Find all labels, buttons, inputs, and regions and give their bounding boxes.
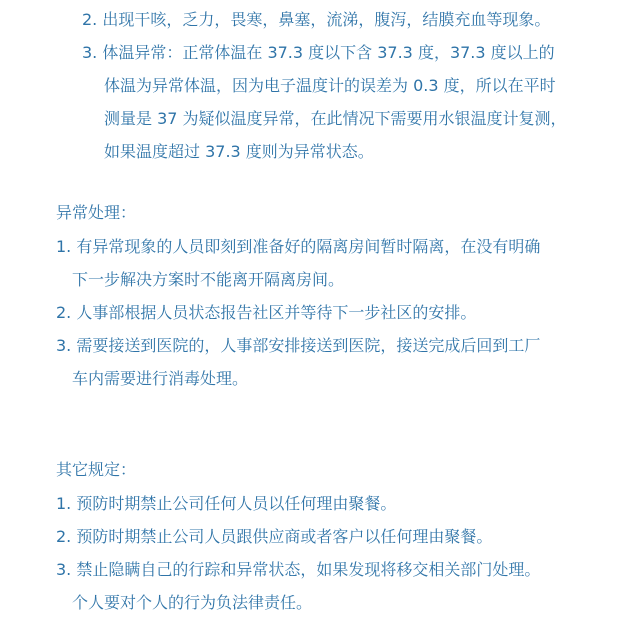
handling-item-1-line-1: 1. 有异常现象的人员即刻到准备好的隔离房间暂时隔离，在没有明确 [56, 237, 541, 256]
symptom-item-2: 2. 出现干咳，乏力，畏寒，鼻塞，流涕，腹泻，结膜充血等现象。 [82, 10, 551, 29]
handling-heading: 异常处理： [56, 203, 137, 222]
symptom-item-3-line-3: 测量是 37 为疑似温度异常，在此情况下需要用水银温度计复测， [104, 109, 567, 128]
other-rules-heading: 其它规定： [56, 460, 137, 479]
symptom-item-3-line-2: 体温为异常体温，因为电子温度计的误差为 0.3 度，所以在平时 [104, 76, 556, 95]
other-rule-3-line-1: 3. 禁止隐瞒自己的行踪和异常状态，如果发现将移交相关部门处理。 [56, 560, 541, 579]
handling-item-3-line-2: 车内需要进行消毒处理。 [72, 369, 249, 388]
other-rule-3-line-2: 个人要对个人的行为负法律责任。 [72, 593, 313, 612]
symptom-item-3-line-4: 如果温度超过 37.3 度则为异常状态。 [104, 142, 374, 161]
other-rule-1: 1. 预防时期禁止公司任何人员以任何理由聚餐。 [56, 494, 397, 513]
symptom-item-3-line-1: 3. 体温异常：正常体温在 37.3 度以下含 37.3 度，37.3 度以上的 [82, 43, 555, 62]
handling-item-3-line-1: 3. 需要接送到医院的，人事部安排接送到医院，接送完成后回到工厂 [56, 336, 541, 355]
other-rule-2: 2. 预防时期禁止公司人员跟供应商或者客户以任何理由聚餐。 [56, 527, 493, 546]
handling-item-1-line-2: 下一步解决方案时不能离开隔离房间。 [72, 270, 345, 289]
handling-item-2: 2. 人事部根据人员状态报告社区并等待下一步社区的安排。 [56, 303, 477, 322]
